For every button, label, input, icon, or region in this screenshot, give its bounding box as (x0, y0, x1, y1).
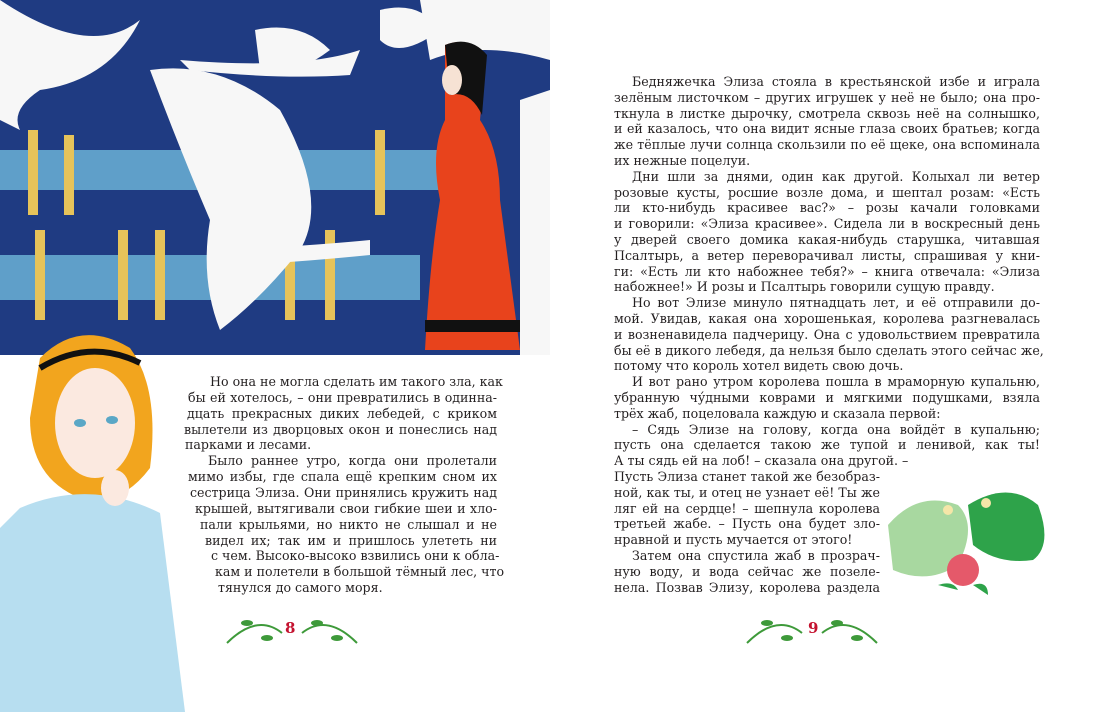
text-line: Дни шли за днями, один как другой. Колыхал ли ветер (632, 168, 1040, 184)
text-line: ткнула в листке дырочку, смотрела сквозь неё на солнышко, (614, 105, 1040, 121)
text-line: Было раннее утро, когда они пролетали (208, 453, 497, 469)
text-line: пусть она сделается такою же тупой и ленивой, как ты! (614, 437, 1040, 453)
text-line: набожнее!» И розы и Псалтырь говорили сущую правду. (614, 279, 995, 295)
text-line: ли кто-нибудь красивее вас?» – розы качали головками (614, 200, 1040, 216)
text-line: потому что король хотел видеть свою дочь. (614, 358, 904, 374)
text-line: видел их; так им и пришлось улететь ни (205, 532, 497, 548)
elisa-illustration (0, 328, 205, 712)
page-number-right: 9 (808, 619, 819, 637)
text-line: нела. Позвав Элизу, королева раздела (614, 579, 880, 595)
text-line: же тёплые лучи солнца скользили по её щеке, она вспоминала (614, 137, 1040, 153)
text-line: третьей жабе. – Пусть она будет зло- (614, 516, 880, 532)
text-line: бы её в дикого лебедя, да нельзя было сделать этого сейчас же, (614, 342, 1044, 358)
text-line: – Сядь Элизе на голову, когда она войдёт в купальню; (632, 421, 1040, 437)
text-line: тянулся до самого моря. (218, 580, 383, 596)
text-line: Но она не могла сделать им такого зла, как (210, 374, 503, 389)
text-line: ги: «Есть ли кто набожнее тебя?» – книга отвечала: «Элиза (614, 263, 1040, 279)
text-line: А ты сядь ей на лоб! – сказала она другой. – (614, 453, 909, 469)
text-line: розовые кусты, росшие возле дома, и шептал розам: «Есть (614, 184, 1040, 200)
swans-illustration (0, 0, 550, 355)
text-line: И вот рано утром королева пошла в мраморную купальню, (632, 374, 1040, 390)
text-line: и возненавидела падчерицу. Она с удовольствием превратила (614, 326, 1040, 342)
text-line: дцать прекрасных диких лебедей, с криком (187, 405, 497, 421)
text-line: пали крыльями, но никто не слышал и не (200, 516, 497, 532)
text-line: Пусть Элиза станет такой же безобраз- (614, 469, 880, 484)
text-line: и ей казалось, что она видит ясные глаза своих братьев; когда (614, 121, 1040, 137)
text-line: ляг ей на сердце! – шепнула королева (614, 500, 880, 516)
text-line: и говорили: «Элиза красивее». Сидела ли в воскресный день (614, 216, 1040, 232)
text-line: кам и полетели в большой тёмный лес, что (215, 564, 505, 580)
text-line: Псалтырь, а ветер переворачивал листы, спрашивая у кни- (614, 247, 1040, 263)
text-line: Бедняжечка Элиза стояла в крестьянской избе и играла (632, 74, 1040, 89)
text-line: бы ей хотелось, – они превратились в одинна- (188, 389, 497, 405)
text-line: убранную чу́дными коврами и мягкими подушками, взяла (614, 390, 1040, 405)
text-line: с чем. Высоко-высоко взвились они к обла- (211, 548, 500, 564)
text-line: трёх жаб, поцеловала каждую и сказала первой: (614, 405, 941, 421)
text-line: зелёным листочком – других игрушек у неё не было; она про- (614, 89, 1040, 105)
frogs-illustration (878, 485, 1053, 605)
text-line: крышей, вытягивали свои гибкие шеи и хло- (195, 500, 497, 516)
text-line: их нежные поцелуи. (614, 153, 751, 168)
text-line: вылетели из дворцовых окон и понеслись над (184, 421, 497, 437)
text-line: Затем она спустила жаб в прозрач- (632, 548, 880, 563)
text-line: парками и лесами. (185, 437, 312, 453)
text-line: ную воду, и вода сейчас же позеле- (614, 563, 880, 579)
text-line: у дверей своего домика какая-нибудь старушка, читавшая (614, 232, 1040, 247)
page-number-left: 8 (285, 619, 296, 637)
text-line: мимо избы, где спала ещё крепким сном их (188, 469, 497, 485)
text-line: сестрица Элиза. Они принялись кружить над (190, 484, 497, 500)
text-line: мой. Увидав, какая она хорошенькая, королева разгневалась (614, 311, 1040, 326)
text-line: нравной и пусть мучается от этого! (614, 532, 853, 548)
text-line: Но вот Элизе минуло пятнадцать лет, и её отправили до- (632, 295, 1040, 311)
text-line: ной, как ты, и отец не узнает её! Ты же (614, 484, 880, 500)
